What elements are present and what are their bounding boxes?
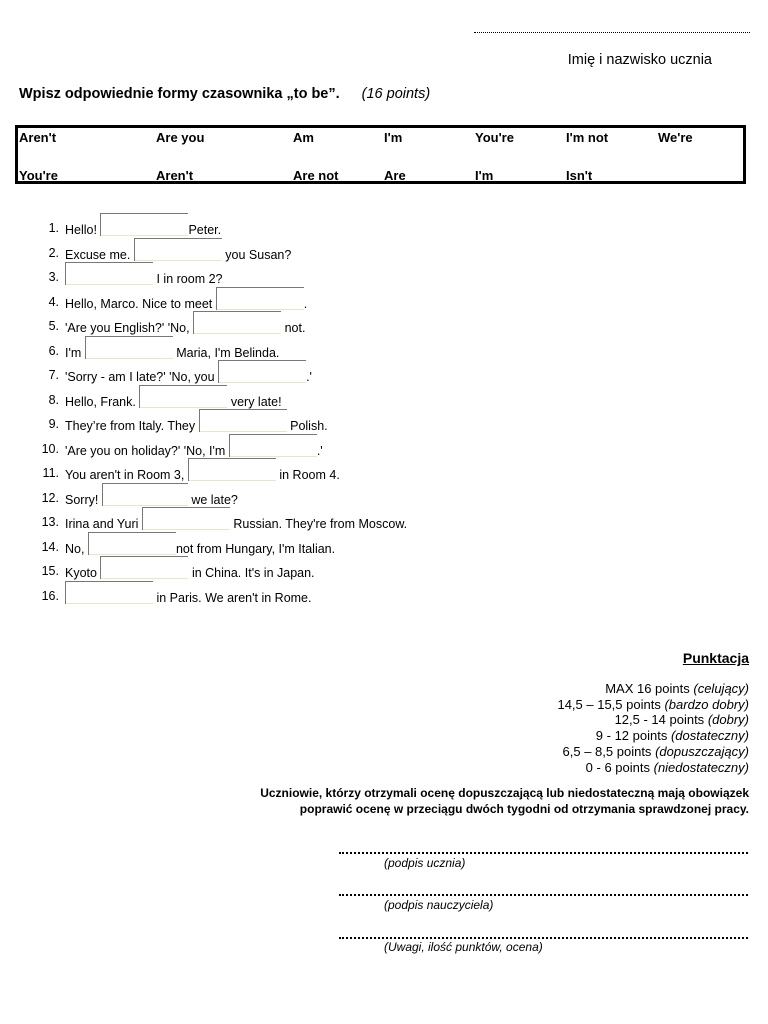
exercise-number: 13.: [41, 515, 59, 529]
exercise-text-before: Excuse me.: [65, 247, 131, 262]
exercise-item: [0, 489, 768, 514]
exercise-item: [0, 464, 768, 489]
exercise-number: 11.: [42, 466, 59, 480]
exercise-text-after: Peter.: [188, 223, 222, 237]
exercise-item: [0, 415, 768, 440]
exercise-text-before: Kyoto: [65, 566, 97, 580]
exercise-list: [0, 219, 768, 611]
exercise-item: [0, 440, 768, 465]
exercise-number: 10.: [41, 441, 59, 456]
exercise-number: 1.: [48, 221, 59, 235]
exercise-number: 9.: [48, 417, 59, 431]
exercise-text-before: 'Are you English?' 'No,: [65, 321, 190, 335]
exercise-text-before: I'm: [65, 345, 82, 360]
answer-field[interactable]: [142, 515, 230, 528]
grade-name: (niedostateczny): [653, 759, 749, 775]
word-bank-item: I'm: [384, 130, 403, 145]
exercise-number: 4.: [48, 294, 59, 309]
exercise-text-after: in Room 4.: [279, 468, 340, 482]
exercise-text-after: Russian. They're from Moscow.: [233, 517, 408, 531]
exercise-text-before: Sorry!: [65, 492, 99, 507]
exercise-text-after: .': [316, 443, 323, 458]
grade-row: [557, 697, 749, 713]
remarks-label: (Uwagi, ilość punktów, ocena): [384, 940, 543, 954]
teacher-signature-label: (podpis nauczyciela): [384, 898, 494, 912]
exercise-text-before: 'Are you on holiday?' 'No, I'm: [65, 443, 226, 458]
word-bank-item: You're: [19, 168, 58, 183]
answer-field[interactable]: [102, 491, 188, 504]
exercise-item: [0, 562, 768, 587]
exercise-number: 5.: [48, 319, 59, 333]
word-bank-item: Isn't: [566, 168, 593, 183]
answer-field[interactable]: [199, 417, 287, 430]
retake-note-line: poprawić ocenę w przeciągu dwóch tygodni od otrzymania sprawdzonej pracy.: [299, 801, 749, 816]
exercise-item: [0, 268, 768, 293]
exercise-text-after: Polish.: [290, 419, 328, 433]
answer-field[interactable]: [218, 368, 306, 381]
exercise-item: [0, 538, 768, 563]
answer-field[interactable]: [100, 221, 188, 234]
exercise-item: [0, 513, 768, 538]
teacher-signature-line[interactable]: [339, 884, 748, 896]
exercise-item: [0, 219, 768, 244]
grade-range: 6,5 – 8,5 points: [562, 743, 652, 759]
answer-field[interactable]: [134, 246, 222, 259]
instruction: [19, 86, 430, 102]
exercise-item: [0, 366, 768, 391]
answer-field[interactable]: [88, 540, 176, 553]
exercise-text-before: 'Sorry - am I late?' 'No, you: [65, 370, 215, 384]
answer-field[interactable]: [65, 589, 153, 602]
exercise-number: 2.: [48, 245, 59, 260]
exercise-number: 14.: [41, 539, 59, 554]
exercise-item: [0, 342, 768, 367]
exercise-text-before: Irina and Yuri: [65, 517, 139, 531]
answer-field[interactable]: [229, 442, 317, 455]
exercise-text-before: You aren't in Room 3,: [65, 468, 185, 482]
exercise-number: 16.: [41, 588, 59, 603]
scoring-title: Punktacja: [682, 650, 749, 666]
exercise-text-after: you Susan?: [225, 247, 292, 262]
exercise-text-after: in Paris. We aren't in Rome.: [156, 590, 312, 605]
exercise-item: [0, 244, 768, 269]
exercise-item: [0, 317, 768, 342]
exercise-item: [0, 391, 768, 416]
grade-name: (dostateczny): [670, 728, 749, 744]
answer-field[interactable]: [139, 393, 227, 406]
exercise-text-after: Maria, I'm Belinda.: [176, 345, 280, 360]
student-name-line[interactable]: [474, 18, 750, 33]
student-name-label: Imię i nazwisko ucznia: [567, 52, 712, 68]
grade-row: [557, 681, 749, 697]
word-bank-item: I'm: [475, 168, 494, 183]
exercise-text-before: Hello!: [65, 223, 97, 237]
retake-note: [189, 786, 749, 817]
grade-range: 12,5 - 14 points: [614, 712, 705, 728]
exercise-text-before: They’re from Italy. They: [65, 419, 196, 433]
exercise-text-after: not from Hungary, I'm Italian.: [175, 541, 336, 556]
exercise-text-after: in China. It's in Japan.: [191, 566, 315, 580]
grade-row: [557, 728, 749, 744]
grade-name: (dopuszczający): [655, 743, 749, 759]
exercise-number: 8.: [48, 392, 59, 407]
word-bank-item: Are not: [293, 168, 339, 183]
grade-range: 14,5 – 15,5 points: [557, 696, 661, 712]
grade-name: (celujący): [693, 681, 749, 696]
grade-range: 0 - 6 points: [585, 759, 650, 775]
exercise-text-after: .: [303, 296, 308, 311]
answer-field[interactable]: [85, 344, 173, 357]
grade-name: (bardzo dobry): [664, 696, 749, 712]
student-signature-label: (podpis ucznia): [384, 856, 466, 870]
answer-field[interactable]: [216, 295, 304, 308]
answer-field[interactable]: [100, 564, 188, 577]
grade-range: MAX 16 points: [605, 681, 690, 696]
exercise-number: 12.: [41, 490, 59, 505]
exercise-text-after: we late?: [191, 492, 238, 507]
exercise-text-before: Hello, Frank.: [65, 394, 136, 409]
word-bank-item: You're: [475, 130, 514, 145]
exercise-text-after: very late!: [230, 394, 282, 409]
grade-row: [557, 760, 749, 776]
exercise-number: 3.: [48, 270, 59, 284]
answer-field[interactable]: [188, 466, 276, 479]
word-bank-item: Aren't: [19, 130, 57, 145]
remarks-line[interactable]: [339, 927, 748, 939]
word-bank-item: Are you: [156, 130, 205, 145]
exercise-item: [0, 293, 768, 318]
exercise-number: 15.: [41, 564, 59, 578]
exercise-text-before: Hello, Marco. Nice to meet: [65, 296, 213, 311]
grade-row: [557, 744, 749, 760]
word-bank-item: We're: [658, 130, 693, 145]
word-bank-item: Am: [293, 130, 314, 145]
exercise-text-after: .': [306, 370, 312, 384]
answer-field[interactable]: [193, 319, 281, 332]
word-bank: [15, 125, 746, 184]
grade-range: 9 - 12 points: [595, 728, 668, 744]
word-bank-item: Aren't: [156, 168, 194, 183]
word-bank-item: I'm not: [566, 130, 609, 145]
scoring-list: [557, 681, 749, 775]
exercise-text-after: not.: [284, 321, 306, 335]
retake-note-line: Uczniowie, którzy otrzymali ocenę dopuszczającą lub niedostateczną mają obowiązek: [260, 786, 749, 800]
instruction-points: (16 points): [361, 86, 431, 102]
word-bank-item: Are: [384, 168, 406, 183]
student-signature-line[interactable]: [339, 842, 748, 854]
exercise-item: [0, 587, 768, 612]
exercise-text-before: No,: [65, 541, 85, 556]
exercise-number: 7.: [48, 368, 59, 382]
exercise-number: 6.: [48, 343, 59, 358]
grade-name: (dobry): [707, 712, 749, 728]
answer-field[interactable]: [65, 270, 153, 283]
instruction-text: Wpisz odpowiednie formy czasownika „to be”.: [19, 86, 340, 102]
exercise-text-after: I in room 2?: [156, 272, 223, 286]
grade-row: [557, 712, 749, 728]
